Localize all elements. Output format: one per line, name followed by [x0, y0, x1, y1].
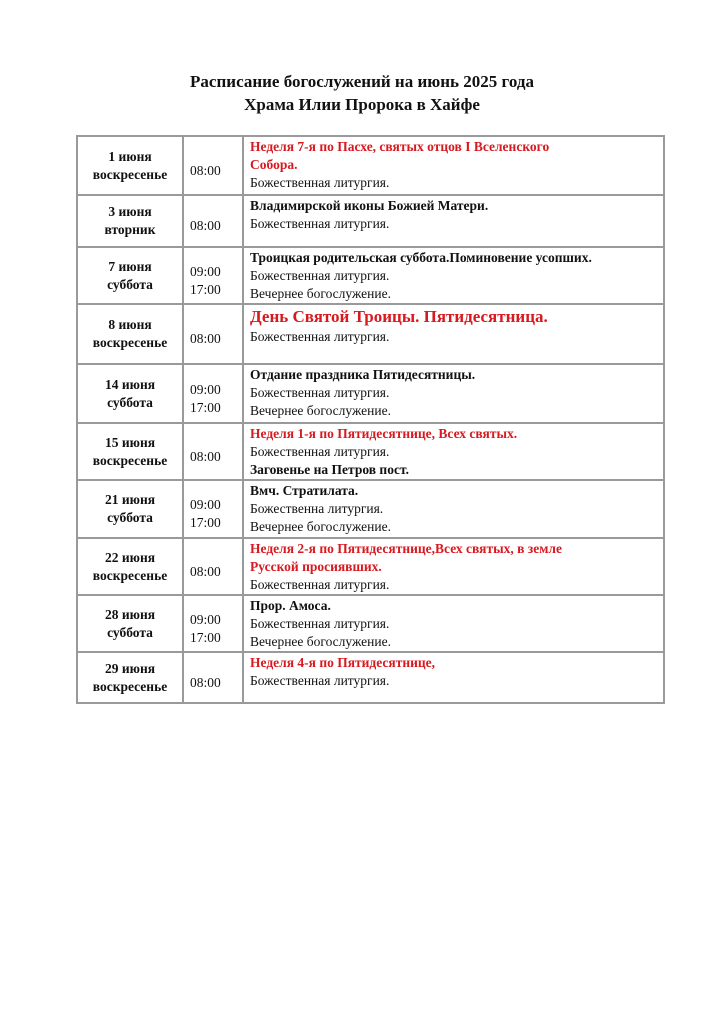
description-cell: [243, 195, 664, 247]
service-name: Божественная литургия.: [250, 268, 390, 283]
feast-title: Русской просиявших.: [250, 559, 382, 574]
date-weekday: воскресенье: [92, 335, 168, 350]
description-cell: [243, 595, 664, 652]
feast-title: Неделя 7-я по Пасхе, святых отцов I Вселенского: [250, 139, 550, 154]
date-day: 3 июня: [108, 204, 152, 219]
date-weekday: суббота: [107, 624, 153, 640]
date-day: 8 июня: [108, 317, 152, 332]
service-time: 17:00: [190, 629, 221, 645]
service-name: Вечернее богослужение.: [250, 286, 391, 301]
schedule-table: [76, 135, 665, 704]
schedule-row: [77, 652, 664, 703]
schedule-row: [77, 423, 664, 480]
service-time: 08:00: [190, 162, 221, 178]
description-cell: [243, 247, 664, 304]
date-weekday: суббота: [107, 276, 153, 292]
description-cell: [243, 538, 664, 595]
time-cell: [183, 247, 243, 304]
service-time: 17:00: [190, 515, 221, 530]
schedule-row: [77, 195, 664, 247]
description-cell: [243, 652, 664, 703]
service-name: Божественная литургия.: [250, 616, 390, 631]
service-time: 08:00: [190, 674, 221, 690]
date-cell: [77, 247, 183, 304]
date-day: 7 июня: [108, 258, 152, 274]
service-time: 08:00: [190, 218, 221, 233]
date-day: 1 июня: [108, 148, 152, 164]
date-cell: [77, 423, 183, 480]
service-time: 08:00: [190, 448, 221, 464]
schedule-title: Расписание богослужений на июнь 2025 года: [190, 72, 534, 91]
service-time: 09:00: [190, 497, 221, 512]
date-cell: [77, 538, 183, 595]
date-day: 21 июня: [104, 492, 156, 507]
service-time: 08:00: [190, 331, 221, 346]
date-cell: [77, 136, 183, 195]
service-name: Божественна литургия.: [250, 501, 384, 516]
service-time: 09:00: [190, 611, 221, 627]
description-cell: [243, 304, 664, 364]
service-time: 17:00: [190, 399, 221, 415]
date-weekday: суббота: [107, 394, 153, 410]
date-cell: [77, 652, 183, 703]
service-name: Божественная литургия.: [250, 175, 390, 190]
service-time: 17:00: [190, 281, 221, 297]
schedule-row: [77, 364, 664, 423]
feast-title: Неделя 2-я по Пятидесятнице,Всех святых, в земле: [250, 541, 562, 556]
time-cell: [183, 480, 243, 538]
description-cell: [243, 480, 664, 538]
time-cell: [183, 595, 243, 652]
feast-heading: Троицкая родительская суббота.Поминовение усопших.: [250, 250, 592, 265]
feast-heading: Владимирской иконы Божией Матери.: [250, 198, 489, 213]
time-cell: [183, 538, 243, 595]
feast-title: Неделя 4-я по Пятидесятнице,: [250, 655, 436, 670]
schedule-row: [77, 538, 664, 595]
service-name: Божественная литургия.: [250, 673, 390, 688]
date-weekday: воскресенье: [92, 452, 168, 468]
time-cell: [183, 195, 243, 247]
time-cell: [183, 136, 243, 195]
service-name: Вечернее богослужение.: [250, 519, 391, 534]
date-weekday: воскресенье: [92, 678, 168, 694]
time-cell: [183, 304, 243, 364]
service-name: Божественная литургия.: [250, 444, 390, 459]
time-cell: [183, 423, 243, 480]
description-cell: [243, 136, 664, 195]
feast-title: Неделя 1-я по Пятидесятнице, Всех святых.: [250, 426, 518, 441]
schedule-row: [77, 247, 664, 304]
feast-heading: Вмч. Стратилата.: [250, 483, 359, 498]
time-cell: [183, 364, 243, 423]
service-time: 09:00: [190, 263, 221, 279]
service-name: Божественная литургия.: [250, 329, 390, 344]
feast-heading: Прор. Амоса.: [250, 598, 331, 613]
date-weekday: суббота: [107, 510, 153, 525]
date-weekday: воскресенье: [92, 166, 168, 182]
date-cell: [77, 595, 183, 652]
date-cell: [77, 304, 183, 364]
date-cell: [77, 195, 183, 247]
schedule-row: [77, 304, 664, 364]
date-day: 28 июня: [104, 606, 156, 622]
feast-heading: Отдание праздника Пятидесятницы.: [250, 367, 476, 382]
date-cell: [77, 480, 183, 538]
service-name: Божественная литургия.: [250, 216, 390, 231]
service-name: Вечернее богослужение.: [250, 634, 391, 649]
service-name: Божественная литургия.: [250, 385, 390, 400]
feast-title: День Святой Троицы. Пятидесятница.: [250, 307, 548, 326]
feast-title: Собора.: [250, 157, 298, 172]
date-weekday: вторник: [104, 222, 156, 237]
service-name: Вечернее богослужение.: [250, 403, 391, 418]
date-day: 14 июня: [104, 376, 156, 392]
church-name: Храма Илии Пророка в Хайфе: [244, 95, 480, 114]
schedule-row: [77, 136, 664, 195]
date-day: 29 июня: [104, 660, 156, 676]
schedule-row: [77, 480, 664, 538]
schedule-row: [77, 595, 664, 652]
date-day: 15 июня: [104, 434, 156, 450]
service-time: 09:00: [190, 381, 221, 397]
service-name: Божественная литургия.: [250, 577, 390, 592]
date-cell: [77, 364, 183, 423]
feast-heading: Заговенье на Петров пост.: [250, 462, 409, 477]
description-cell: [243, 423, 664, 480]
description-cell: [243, 364, 664, 423]
time-cell: [183, 652, 243, 703]
date-day: 22 июня: [104, 549, 156, 565]
service-time: 08:00: [190, 563, 221, 579]
date-weekday: воскресенье: [92, 567, 168, 583]
